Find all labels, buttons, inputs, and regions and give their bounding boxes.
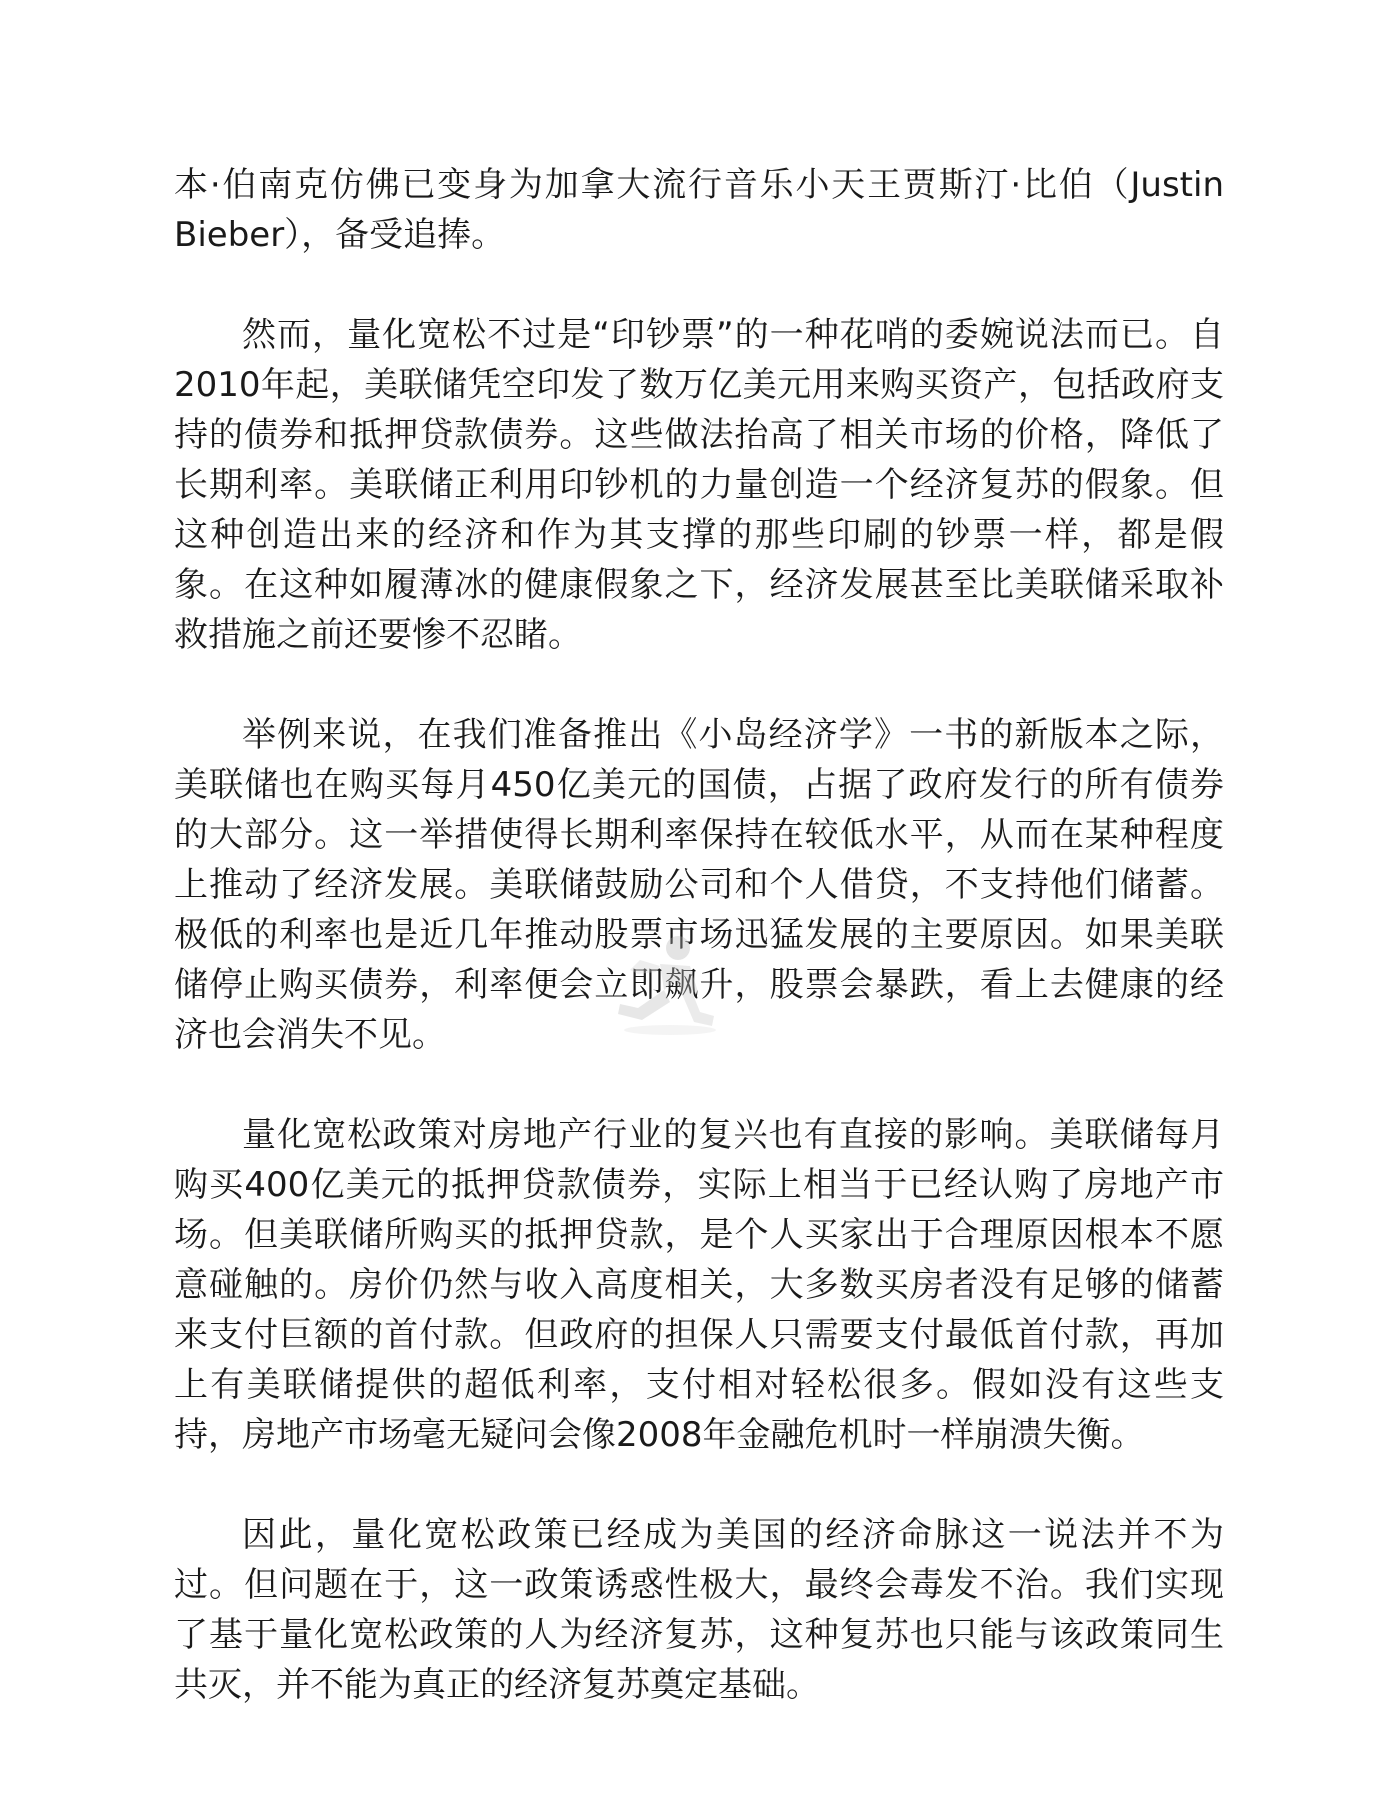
paragraph-qe-money-printing: 然而，量化宽松不过是“印钞票”的一种花哨的委婉说法而已。自2010年起，美联储凭空印发了数万亿美元用来购买资产，包括政府支持的债券和抵押贷款债券。这些做法抬高了相关市场的价格，降低了长期利率。美联储正利用印钞机的力量创造一个经济复苏的假象。但这种创造出来的经济和作为其支撑的那些印刷的钞票一样，都是假象。在这种如履薄冰的健康假象之下，经济发展甚至比美联储采取补救措施之前还要惨不忍睹。 xyxy=(174,315,1224,655)
document-body xyxy=(174,160,1224,1760)
paragraph-real-estate: 量化宽松政策对房地产行业的复兴也有直接的影响。美联储每月购买400亿美元的抵押贷款债券，实际上相当于已经认购了房地产市场。但美联储所购买的抵押贷款，是个人买家出于合理原因根本不愿意碰触的。房价仍然与收入高度相关，大多数买房者没有足够的储蓄来支付巨额的首付款。但政府的担保人只需要支付最低首付款，再加上有美联储提供的超低利率，支付相对轻松很多。假如没有这些支持，房地产市场毫无疑问会像2008年金融危机时一样崩溃失衡。 xyxy=(174,1115,1224,1455)
paragraph-continuation: 本·伯南克仿佛已变身为加拿大流行音乐小天王贾斯汀·比伯（Justin Bieber），备受追捧。 xyxy=(174,165,1224,255)
paragraph-conclusion: 因此，量化宽松政策已经成为美国的经济命脉这一说法并不为过。但问题在于，这一政策诱惑性极大，最终会毒发不治。我们实现了基于量化宽松政策的人为经济复苏，这种复苏也只能与该政策同生共灭，并不能为真正的经济复苏奠定基础。 xyxy=(174,1515,1224,1705)
paragraph-treasury-purchases: 举例来说，在我们准备推出《小岛经济学》一书的新版本之际，美联储也在购买每月450亿美元的国债，占据了政府发行的所有债券的大部分。这一举措使得长期利率保持在较低水平，从而在某种程度上推动了经济发展。美联储鼓励公司和个人借贷，不支持他们储蓄。极低的利率也是近几年推动股票市场迅猛发展的主要原因。如果美联储停止购买债券，利率便会立即飙升，股票会暴跌，看上去健康的经济也会消失不见。 xyxy=(174,715,1224,1055)
